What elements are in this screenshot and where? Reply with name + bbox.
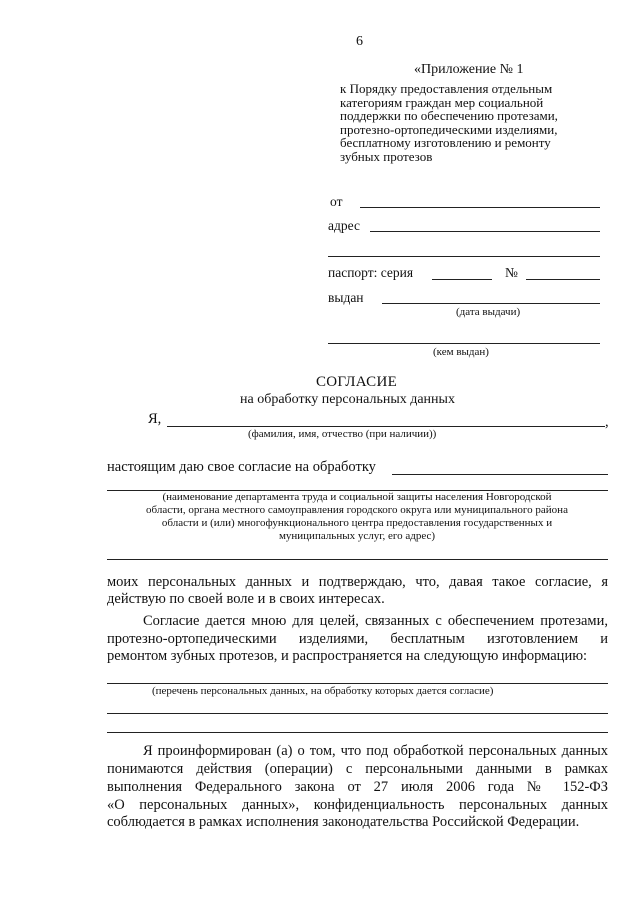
address-label: адрес [328, 218, 360, 233]
appendix-line: зубных протезов [340, 148, 433, 164]
personal-data-hint: (перечень персональных данных, на обработку которых дается согласие) [152, 685, 494, 697]
consent-paragraph-line: моих персональных данных и подтверждаю, что, давая такое согласие, я [107, 574, 608, 590]
issue-date-hint: (дата выдачи) [456, 306, 521, 318]
issue-date-field[interactable] [382, 303, 600, 304]
personal-data-field[interactable] [107, 683, 608, 684]
purpose-paragraph-line: протезно-ортопедическими изделиями, бесплатным изготовлением и [107, 631, 608, 647]
issued-by-hint: (кем выдан) [433, 346, 489, 358]
purpose-paragraph-line: ремонтом зубных протезов, и распространяется на следующую информацию: [107, 648, 588, 664]
document-subtitle: на обработку персональных данных [240, 392, 455, 407]
appendix-line: бесплатному изготовлению и ремонту [340, 135, 551, 150]
full-name-hint: (фамилия, имя, отчество (при наличии)) [248, 428, 437, 440]
document-title: СОГЛАСИЕ [316, 374, 398, 390]
information-paragraph-line: Я проинформирован (а) о том, что под обработкой персональных данных [143, 743, 608, 759]
organization-hint-line: области и (или) многофункционального центра предоставления государственных и [161, 517, 553, 529]
appendix-line: категориям граждан мер социальной [340, 94, 544, 110]
address-field[interactable] [370, 231, 600, 232]
appendix-reference [340, 82, 558, 163]
issued-label: выдан [328, 290, 364, 305]
personal-data-field-continued[interactable] [107, 732, 608, 733]
organization-hint-line: муниципальных услуг, его адрес) [278, 530, 436, 542]
organization-hint-line: (наименование департамента труда и социальной защиты населения Новгородской [162, 491, 552, 503]
appendix-title: «Приложение № 1 [414, 62, 524, 77]
passport-number-label: № [505, 265, 518, 280]
passport-series-field[interactable] [432, 279, 492, 280]
information-paragraph-line: соблюдается в рамках исполнения законодательства Российской Федерации. [107, 814, 580, 830]
page-number: 6 [356, 34, 363, 49]
passport-series-label: паспорт: серия [328, 265, 414, 280]
organization-hint-line: области, органа местного самоуправления городского округа или муниципального района [146, 504, 568, 516]
appendix-line: протезно-ортопедическими изделиями, [340, 121, 558, 137]
organization-field[interactable] [392, 474, 608, 475]
appendix-line: к Порядку предоставления отдельным [340, 81, 553, 96]
from-field[interactable] [360, 207, 600, 208]
person-suffix: , [605, 414, 609, 430]
passport-number-field[interactable] [526, 279, 600, 280]
consent-paragraph-line: действую по своей воле и в своих интересах. [107, 591, 385, 607]
information-paragraph-line: «О персональных данных», конфиденциальность персональных данных [107, 797, 608, 813]
appendix-line: поддержки по обеспечению протезами, [340, 108, 558, 123]
from-label: от [330, 194, 343, 209]
person-prefix: Я, [148, 411, 162, 427]
consent-intro: настоящим даю свое согласие на обработку [107, 459, 376, 475]
information-paragraph-line: выполнения Федерального закона от 27 июля 2006 года № 152-ФЗ [107, 779, 608, 795]
address-field-continued[interactable] [328, 256, 600, 257]
information-paragraph-line: понимаются действия (операции) с персональными данными в рамках [107, 761, 608, 777]
purpose-paragraph-line: Согласие дается мною для целей, связанных с обеспечением протезами, [143, 613, 608, 629]
organization-address-field[interactable] [107, 559, 608, 560]
personal-data-field-continued[interactable] [107, 713, 608, 714]
organization-hint [110, 491, 604, 543]
full-name-field[interactable] [167, 426, 605, 427]
issued-by-field[interactable] [328, 343, 600, 344]
